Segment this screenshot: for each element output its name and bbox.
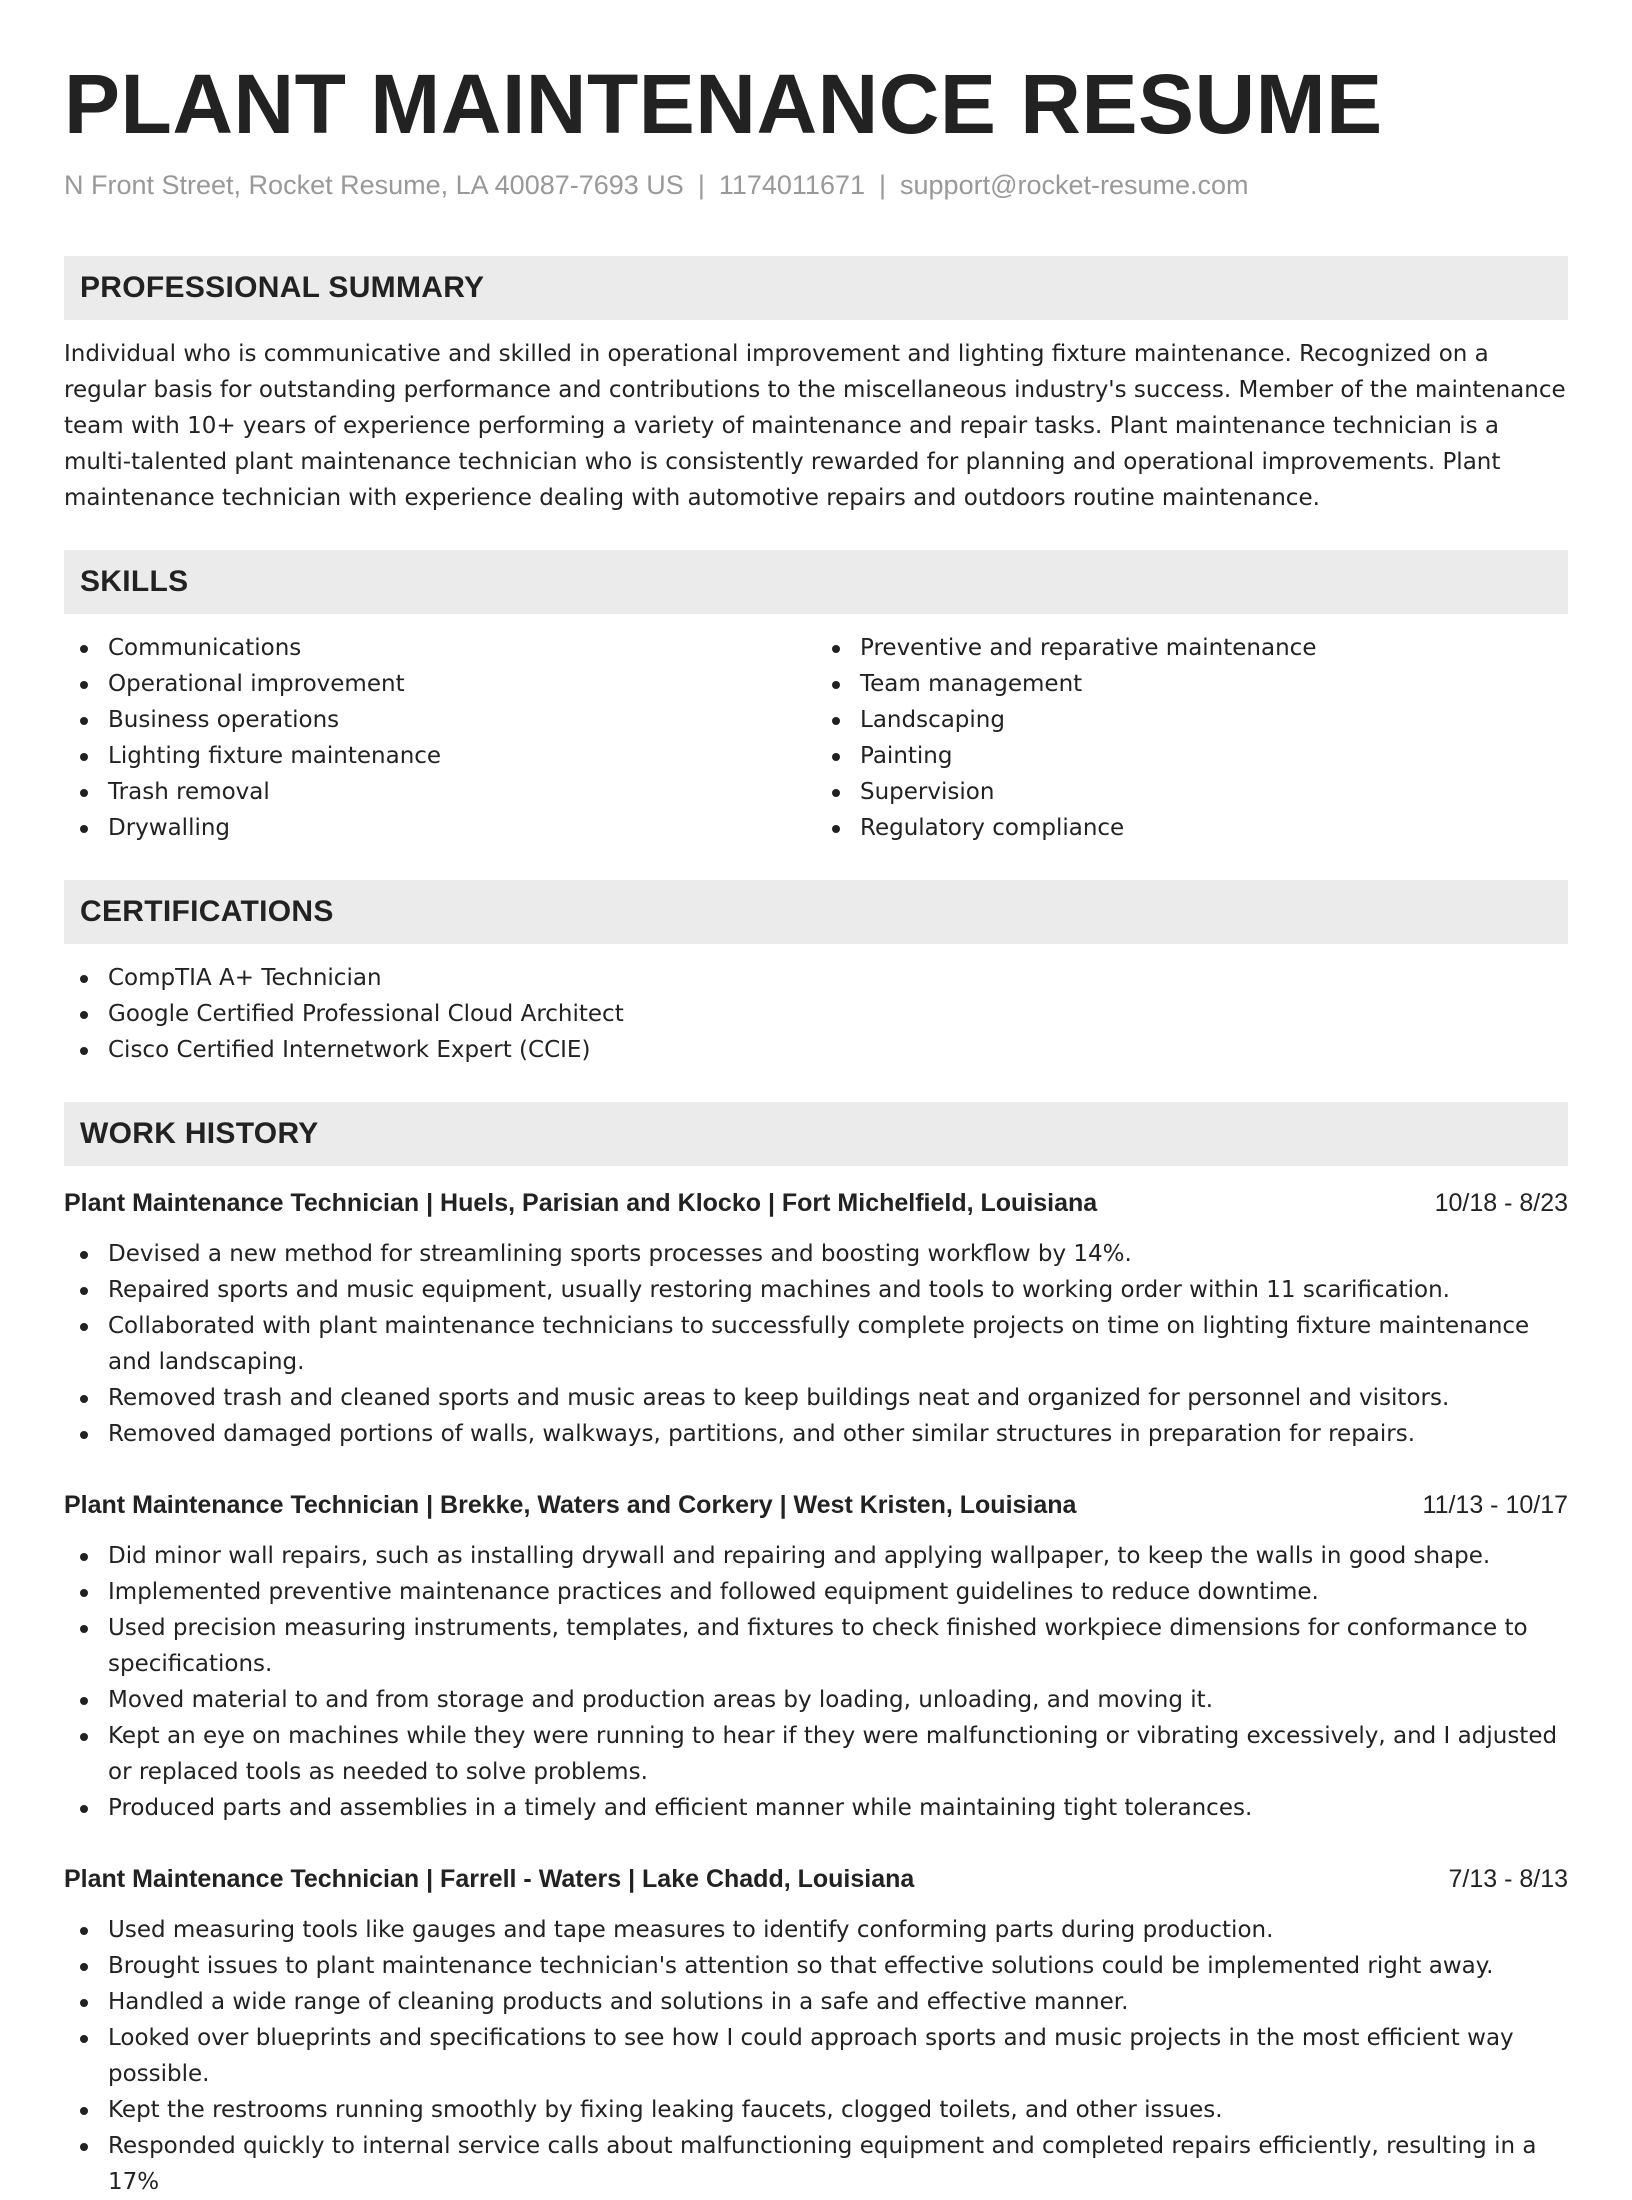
job-dates: 10/18 - 8/23 [1434,1189,1568,1217]
certification-item: Google Certified Professional Cloud Architect [64,996,1568,1032]
job-bullet: Implemented preventive maintenance practices and followed equipment guidelines to reduce downtime. [64,1574,1568,1610]
skills-column-right [816,630,1568,846]
skills-grid [64,630,1568,846]
certifications-list [64,960,1568,1068]
job-bullet: Repaired sports and music equipment, usually restoring machines and tools to working order within 11 scarification. [64,1272,1568,1308]
skill-item: Landscaping [816,702,1568,738]
job-title: Plant Maintenance Technician | Huels, Parisian and Klocko | Fort Michelfield, Louisiana [64,1189,1098,1217]
contact-phone: 1174011671 [718,170,865,200]
skill-item: Communications [64,630,816,666]
skill-item: Painting [816,738,1568,774]
certification-item: CompTIA A+ Technician [64,960,1568,996]
job-bullet: Did minor wall repairs, such as installing drywall and repairing and applying wallpaper, to keep the walls in good shape. [64,1538,1568,1574]
job-bullet: Brought issues to plant maintenance technician's attention so that effective solutions could be implemented right away. [64,1948,1568,1984]
job-entry [64,1862,1568,2200]
contact-separator: | [697,170,705,200]
section-heading-skills: SKILLS [64,550,1568,614]
skill-item: Regulatory compliance [816,810,1568,846]
job-title: Plant Maintenance Technician | Brekke, Waters and Corkery | West Kristen, Louisiana [64,1491,1077,1519]
job-bullet: Collaborated with plant maintenance technicians to successfully complete projects on time on lighting fixture maintenance and landscaping. [64,1308,1568,1380]
job-bullet: Produced parts and assemblies in a timely and efficient manner while maintaining tight tolerances. [64,1790,1568,1826]
resume-title: PLANT MAINTENANCE RESUME [64,57,1383,151]
skill-item: Supervision [816,774,1568,810]
job-bullets [64,1538,1568,1826]
job-entry [64,1488,1568,1826]
job-bullet: Handled a wide range of cleaning products and solutions in a safe and effective manner. [64,1984,1568,2020]
skill-item: Lighting fixture maintenance [64,738,816,774]
job-dates: 11/13 - 10/17 [1422,1491,1568,1519]
contact-email: support@rocket-resume.com [900,170,1249,200]
job-bullet: Looked over blueprints and specifications to see how I could approach sports and music projects in the most efficient way possible. [64,2020,1568,2092]
job-bullet: Moved material to and from storage and production areas by loading, unloading, and moving it. [64,1682,1568,1718]
job-entry [64,1186,1568,1452]
job-bullet: Used measuring tools like gauges and tape measures to identify conforming parts during production. [64,1912,1568,1948]
summary-text: Individual who is communicative and skilled in operational improvement and lighting fixture maintenance. Recognized on a regular basis for outstanding performance and contributions to the miscellaneous industry's success. Member of the maintenance team with 10+ years of experience performing a variety of maintenance and repair tasks. Plant maintenance technician is a multi-talented plant maintenance technician who is consistently rewarded for planning and operational improvements. Plant maintenance technician with experience dealing with automotive repairs and outdoors routine maintenance. [64,341,1566,511]
job-header [64,1186,1568,1220]
skills-column-left [64,630,816,846]
job-title: Plant Maintenance Technician | Farrell - Waters | Lake Chadd, Louisiana [64,1865,915,1893]
skill-item: Operational improvement [64,666,816,702]
certification-item: Cisco Certified Internetwork Expert (CCIE) [64,1032,1568,1068]
job-bullet: Responded quickly to internal service calls about malfunctioning equipment and completed repairs efficiently, resulting in a 17% [64,2128,1568,2200]
skill-item: Business operations [64,702,816,738]
job-header [64,1488,1568,1522]
contact-line [64,166,1568,204]
skill-item: Drywalling [64,810,816,846]
job-header [64,1862,1568,1896]
section-heading-certifications: CERTIFICATIONS [64,880,1568,944]
skill-item: Trash removal [64,774,816,810]
job-bullet: Kept the restrooms running smoothly by fixing leaking faucets, clogged toilets, and other issues. [64,2092,1568,2128]
job-bullet: Used precision measuring instruments, templates, and fixtures to check finished workpiece dimensions for conformance to specifications. [64,1610,1568,1682]
job-bullets [64,1236,1568,1452]
skill-item: Preventive and reparative maintenance [816,630,1568,666]
job-bullets [64,1912,1568,2200]
contact-separator: | [879,170,887,200]
job-dates: 7/13 - 8/13 [1448,1865,1568,1893]
section-heading-work-history: WORK HISTORY [64,1102,1568,1166]
job-bullet: Kept an eye on machines while they were running to hear if they were malfunctioning or vibrating excessively, and I adjusted or replaced tools as needed to solve problems. [64,1718,1568,1790]
skill-item: Team management [816,666,1568,702]
section-heading-summary: PROFESSIONAL SUMMARY [64,256,1568,320]
contact-address: N Front Street, Rocket Resume, LA 40087-7693 US [64,170,684,200]
job-bullet: Removed trash and cleaned sports and music areas to keep buildings neat and organized for personnel and visitors. [64,1380,1568,1416]
job-bullet: Removed damaged portions of walls, walkways, partitions, and other similar structures in preparation for repairs. [64,1416,1568,1452]
job-bullet: Devised a new method for streamlining sports processes and boosting workflow by 14%. [64,1236,1568,1272]
